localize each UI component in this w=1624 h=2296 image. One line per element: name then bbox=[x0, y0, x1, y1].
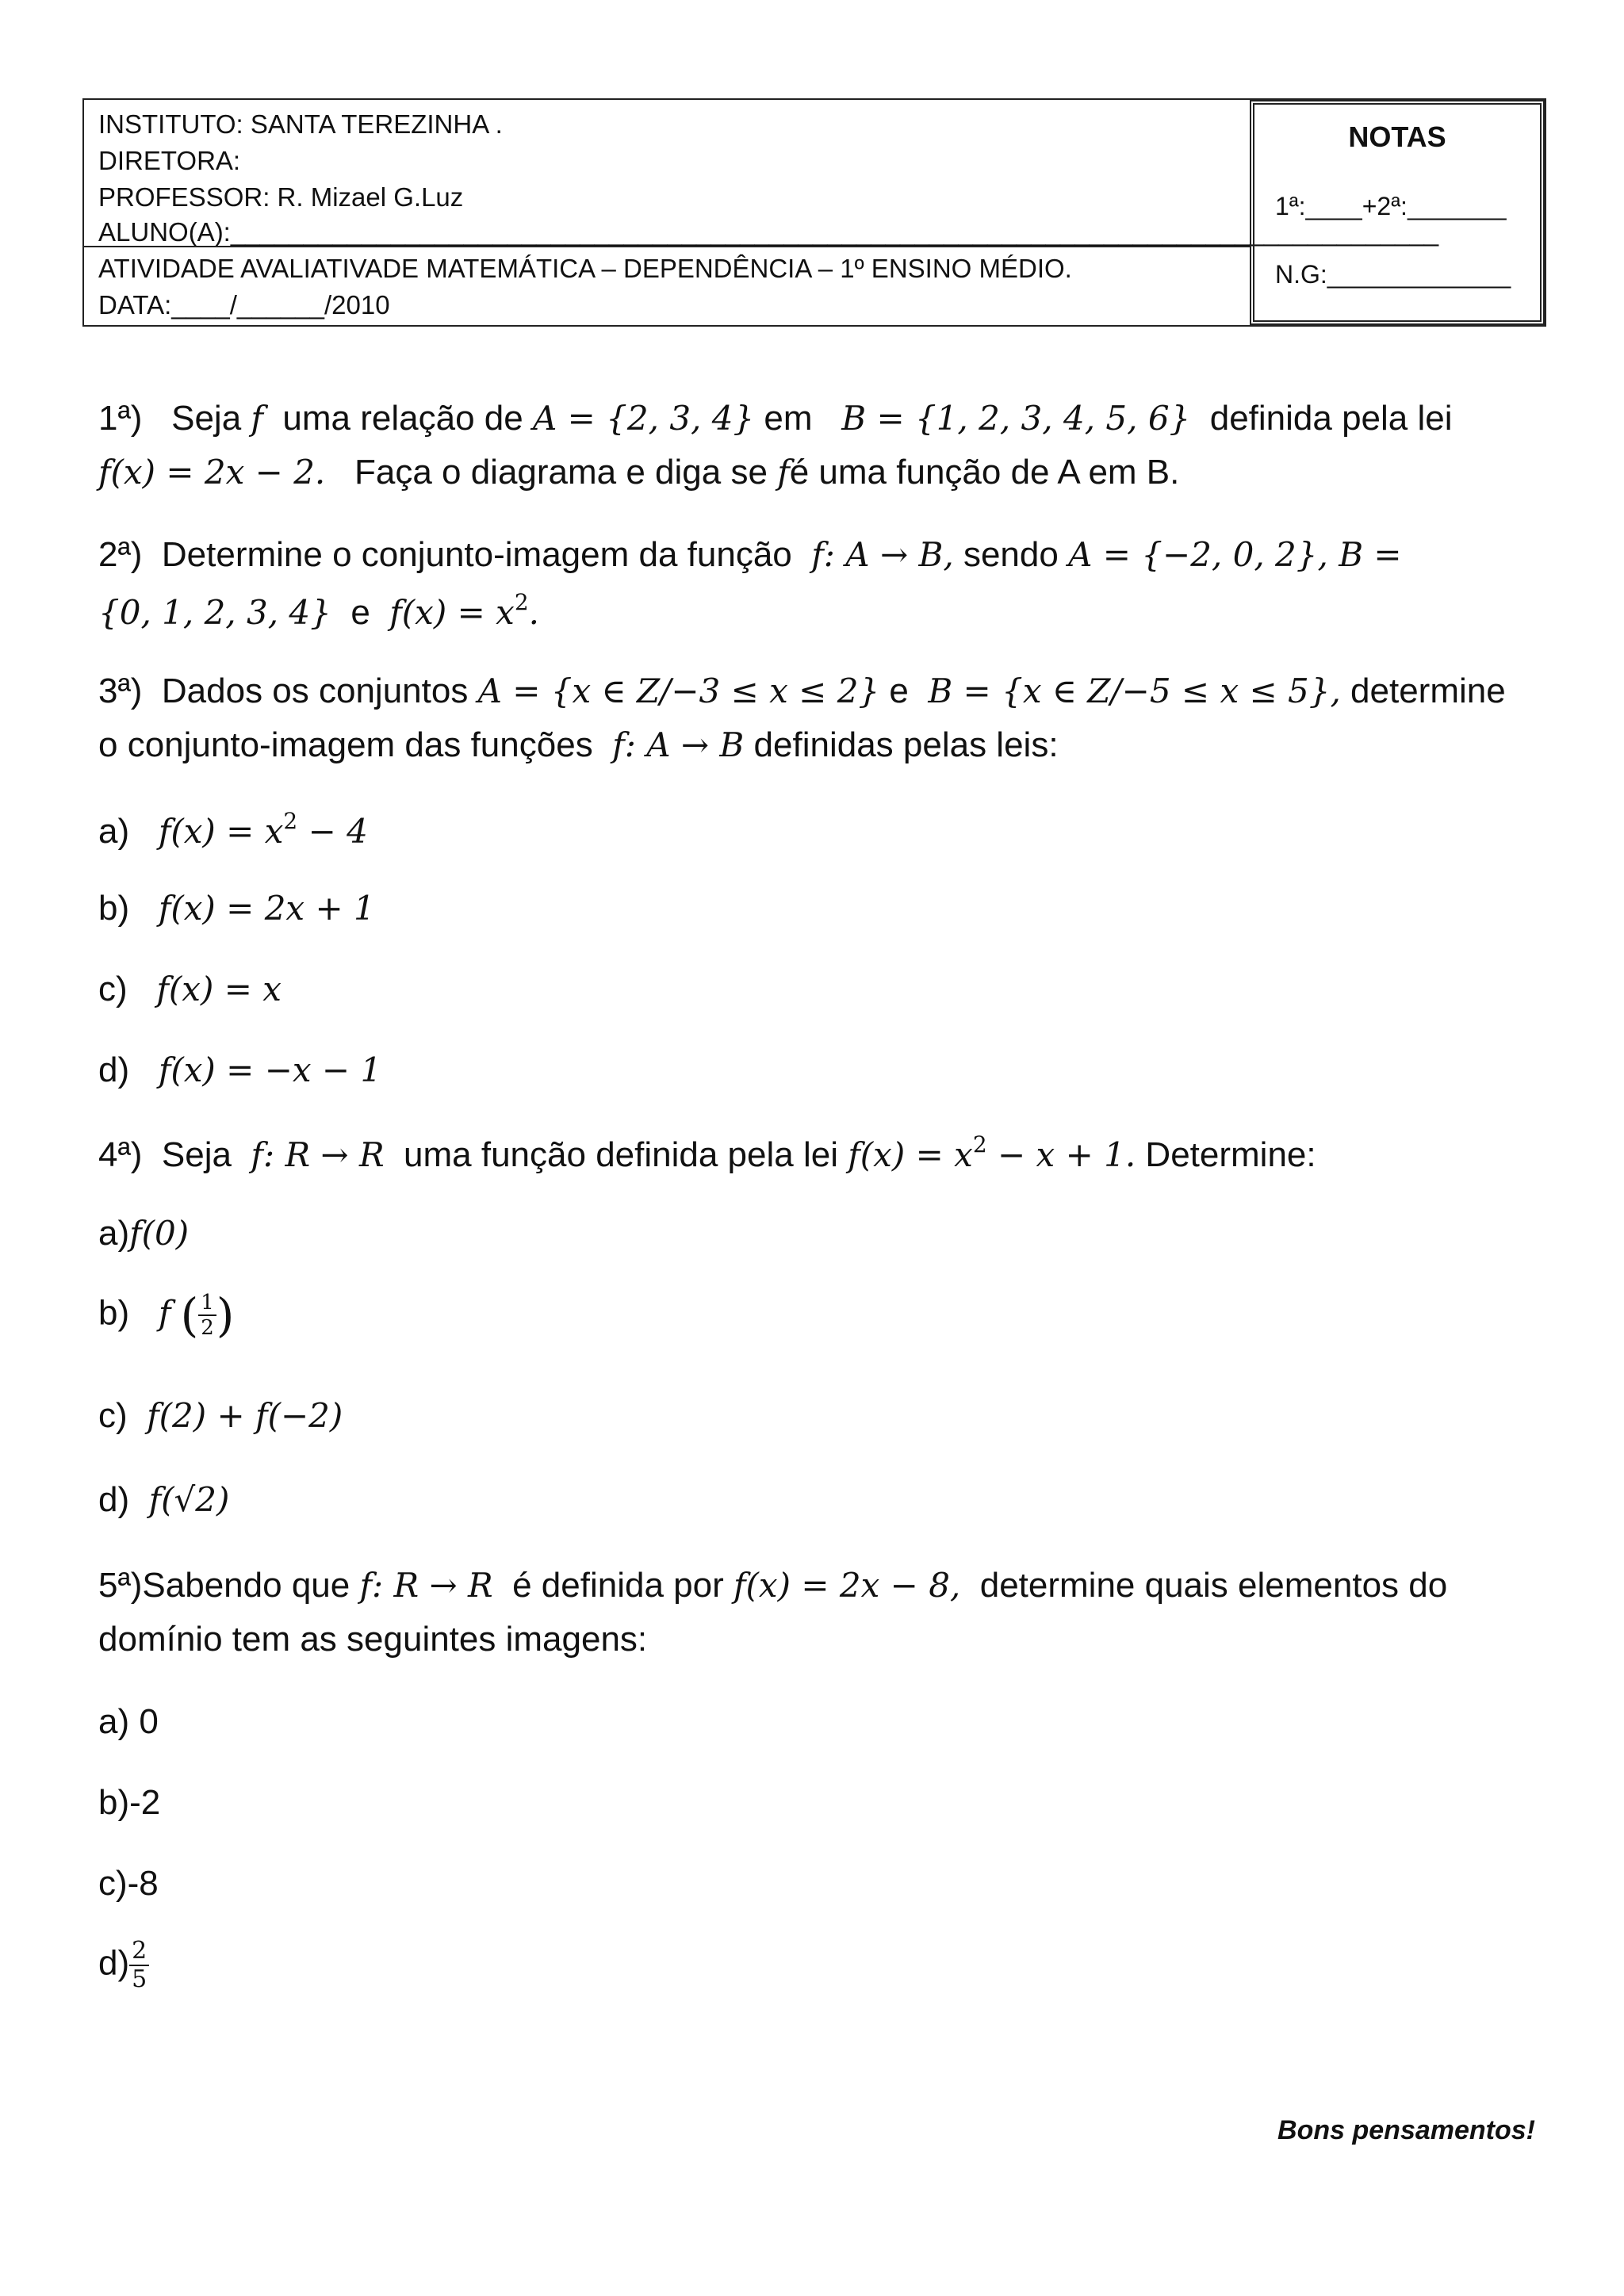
q5-item-d bbox=[98, 1939, 149, 1992]
q1-math-f: f bbox=[251, 399, 263, 438]
q4-item-c bbox=[98, 1396, 343, 1435]
q1-set-b: B = {1, 2, 3, 4, 5, 6} bbox=[841, 399, 1191, 438]
q4-text: uma função definida pela lei bbox=[404, 1135, 838, 1174]
q3-map: f: A → B bbox=[612, 725, 745, 764]
q3-text: o conjunto-imagem das funções bbox=[98, 725, 593, 764]
q4-line-1 bbox=[98, 1131, 1316, 1174]
q4-law-tail: − x + 1. bbox=[986, 1135, 1136, 1174]
notes-grades: 1ª:____+2ª:_______ bbox=[1275, 192, 1507, 220]
item-expr: f(x) = x bbox=[158, 812, 284, 851]
q2-text: sendo bbox=[963, 535, 1059, 574]
q2-line-2 bbox=[98, 591, 539, 630]
q5-text: é definida por bbox=[512, 1566, 724, 1605]
notes-title: NOTAS bbox=[1348, 121, 1446, 153]
item-f: f bbox=[158, 1293, 171, 1333]
header-divider bbox=[84, 246, 1250, 247]
q4-law: f(x) = x bbox=[848, 1135, 973, 1174]
fraction-numerator: 2 bbox=[129, 1939, 149, 1966]
q5-item-c: c)-8 bbox=[98, 1864, 159, 1903]
q3-number: 3ª) bbox=[98, 672, 143, 710]
q5-text: determine quais elementos do bbox=[979, 1566, 1448, 1605]
q3-item-b bbox=[98, 891, 375, 926]
q3-item-a bbox=[98, 810, 368, 849]
q4-map: f: R → R bbox=[251, 1135, 385, 1174]
item-expr: f(√2) bbox=[148, 1480, 230, 1519]
item-label: d) bbox=[98, 1050, 130, 1089]
item-label: d) bbox=[98, 1943, 130, 1983]
q2-number: 2ª) bbox=[98, 535, 143, 574]
q5-item-a: a) 0 bbox=[98, 1702, 159, 1741]
q2-set-b: {0, 1, 2, 3, 4} bbox=[98, 593, 331, 632]
q1-set-a: A = {2, 3, 4} bbox=[532, 399, 755, 438]
date-line: DATA:____/______/2010 bbox=[98, 290, 390, 320]
item-label: b) bbox=[98, 889, 130, 928]
item-expr: f(x) = 2x + 1 bbox=[158, 889, 375, 928]
fraction-denominator: 2 bbox=[201, 1316, 214, 1340]
q1-text: em bbox=[764, 399, 813, 438]
student-line: ALUNO(A):___________________________________________________________________________________ bbox=[98, 217, 1439, 247]
q4-exponent: 2 bbox=[972, 1131, 987, 1158]
q3-text: e bbox=[889, 672, 909, 710]
item-label: d) bbox=[98, 1480, 130, 1519]
q2-text: Determine o conjunto-imagem da função bbox=[161, 535, 792, 574]
q2-text: e bbox=[350, 593, 370, 632]
q1-text: definida pela lei bbox=[1209, 399, 1453, 438]
notes-final: N.G:_____________ bbox=[1275, 260, 1511, 289]
q2-set-a: A = {−2, 0, 2}, B = bbox=[1068, 535, 1402, 574]
right-paren: ) bbox=[216, 1288, 235, 1342]
q2-exponent: 2 bbox=[514, 589, 529, 615]
q5-map: f: R → R bbox=[359, 1566, 493, 1605]
q3-set-a: A = {x ∈ Z/−3 ≤ x ≤ 2} bbox=[477, 672, 880, 710]
q1-text: Seja bbox=[171, 399, 242, 438]
q4-number: 4ª) bbox=[98, 1135, 143, 1174]
q1-math-f: f bbox=[777, 453, 790, 492]
q5-item-b: b)-2 bbox=[98, 1783, 161, 1822]
q5-line-1 bbox=[98, 1568, 1447, 1603]
fraction-one-half bbox=[198, 1292, 216, 1338]
item-expr: f(2) + f(−2) bbox=[147, 1396, 343, 1435]
q5-text: domínio tem as seguintes imagens: bbox=[98, 1620, 648, 1659]
fraction-denominator: 5 bbox=[132, 1965, 147, 1993]
institute-line: INSTITUTO: SANTA TEREZINHA . bbox=[98, 109, 503, 139]
q1-text: Faça o diagrama e diga se bbox=[354, 453, 768, 492]
item-label: c) bbox=[98, 970, 128, 1008]
item-expr-tail: − 4 bbox=[297, 812, 368, 851]
q4-text: Seja bbox=[161, 1135, 232, 1174]
q3-line-2 bbox=[98, 725, 1059, 764]
professor-line: PROFESSOR: R. Mizael G.Luz bbox=[98, 182, 464, 212]
q4-item-a bbox=[98, 1216, 189, 1251]
q2-law: f(x) = x bbox=[389, 593, 515, 632]
q2-period: . bbox=[528, 593, 540, 632]
item-expr: f(x) = −x − 1 bbox=[158, 1050, 382, 1089]
activity-line: ATIVIDADE AVALIATIVADE MATEMÁTICA – DEPENDÊNCIA – 1º ENSINO MÉDIO. bbox=[98, 254, 1072, 283]
item-label: b) bbox=[98, 1293, 130, 1333]
header-table bbox=[82, 98, 1546, 327]
q4-item-b bbox=[98, 1288, 235, 1342]
q5-text: Sabendo que bbox=[142, 1566, 350, 1605]
q3-text: Dados os conjuntos bbox=[161, 672, 469, 710]
item-label: c) bbox=[98, 1396, 128, 1435]
q1-text: é uma função de A em B. bbox=[789, 453, 1180, 492]
item-expr: f(0) bbox=[129, 1214, 190, 1253]
director-line: DIRETORA: bbox=[98, 146, 241, 175]
item-label: a) bbox=[98, 812, 130, 851]
q3-set-b: B = {x ∈ Z/−5 ≤ x ≤ 5}, bbox=[928, 672, 1341, 710]
q3-item-c bbox=[98, 972, 282, 1007]
q3-line-1 bbox=[98, 674, 1506, 709]
q3-item-d bbox=[98, 1050, 382, 1089]
item-exponent: 2 bbox=[283, 808, 298, 834]
q2-line-1 bbox=[98, 535, 1402, 574]
q4-text: Determine: bbox=[1145, 1135, 1316, 1174]
q3-text: determine bbox=[1350, 672, 1506, 710]
q1-line-2 bbox=[98, 455, 1179, 490]
q3-text: definidas pelas leis: bbox=[753, 725, 1059, 764]
q1-line-1 bbox=[98, 401, 1453, 436]
q2-map: f: A → B, bbox=[811, 535, 954, 574]
footer-message: Bons pensamentos! bbox=[1277, 2115, 1535, 2145]
q1-law: f(x) = 2x − 2. bbox=[98, 453, 326, 492]
q5-number: 5ª) bbox=[98, 1566, 143, 1605]
item-expr: f(x) = x bbox=[156, 970, 282, 1008]
q1-number: 1ª) bbox=[98, 399, 143, 438]
item-label: a) bbox=[98, 1214, 130, 1253]
notes-box bbox=[1250, 100, 1545, 325]
q5-line-2 bbox=[98, 1622, 647, 1657]
q5-law: f(x) = 2x − 8, bbox=[733, 1566, 961, 1605]
fraction-numerator: 1 bbox=[198, 1292, 216, 1316]
fraction-two-fifths bbox=[129, 1939, 149, 1992]
q1-text: uma relação de bbox=[282, 399, 523, 438]
left-paren: ( bbox=[180, 1288, 199, 1342]
q4-item-d bbox=[98, 1480, 230, 1519]
